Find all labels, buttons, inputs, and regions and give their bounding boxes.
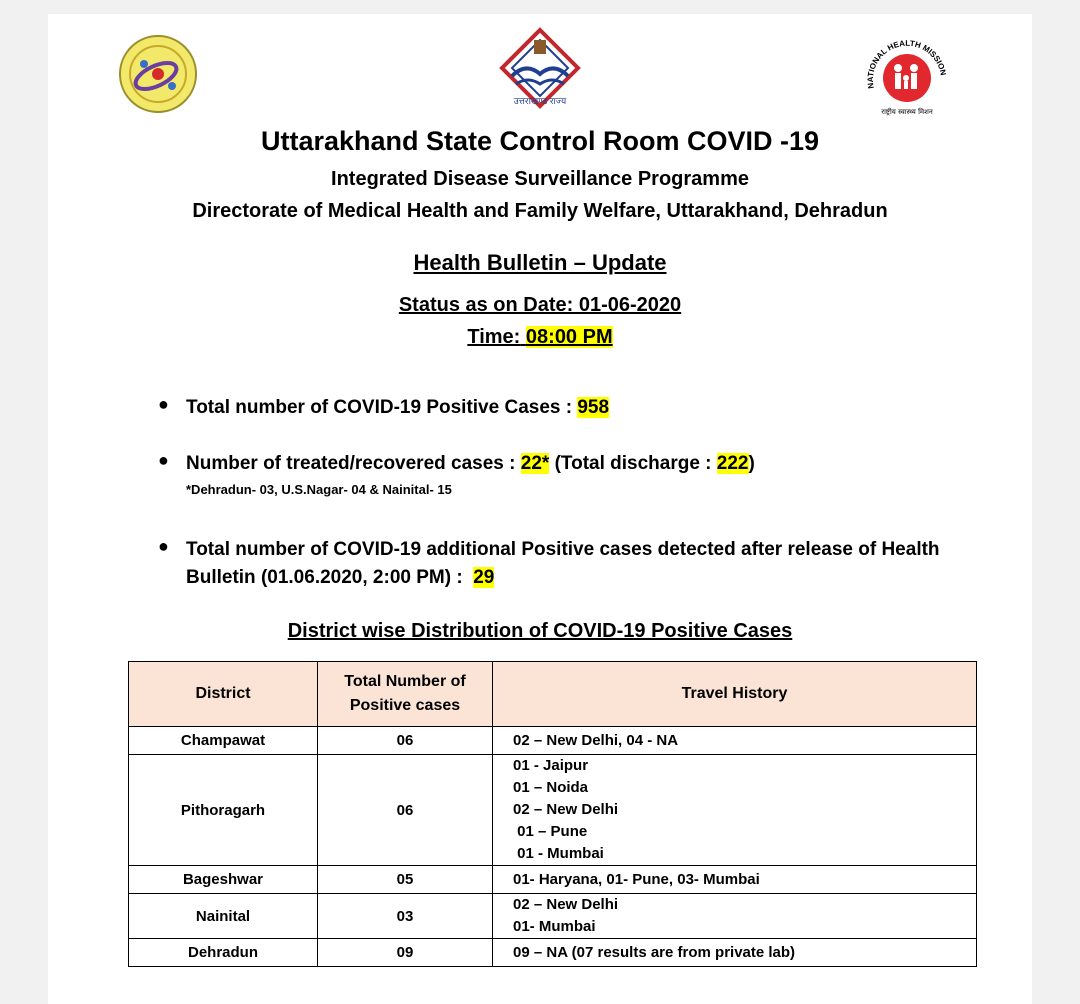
- discharge-close: ): [748, 453, 755, 474]
- bullet-icon: ●: [158, 536, 169, 556]
- recovered-footnote: *Dehradun- 03, U.S.Nagar- 04 & Nainital- 15: [186, 482, 452, 497]
- table-row: [129, 755, 977, 866]
- cell-travel: [493, 755, 977, 866]
- cell-district: Bageshwar: [129, 866, 318, 894]
- cell-travel: [493, 727, 977, 755]
- bullet-icon: ●: [158, 450, 169, 470]
- cell-travel: [493, 939, 977, 967]
- additional-label: Total number of COVID-19 additional Positive cases detected after release of Health Bulletin (01.06.2020, 2:00 PM) :: [186, 539, 940, 588]
- travel-line: 02 – New Delhi: [513, 801, 619, 818]
- status-date: Status as on Date: 01-06-2020: [398, 294, 682, 316]
- cell-total: 06: [318, 755, 493, 866]
- emblem-caption: उत्तराखण्ड राज्य: [513, 96, 567, 106]
- cell-district: Nainital: [129, 894, 318, 939]
- travel-line: 01 - Jaipur: [513, 757, 589, 774]
- travel-line: 01 – Noida: [513, 779, 589, 796]
- table-row: [129, 727, 977, 755]
- recovered-value: 22*: [520, 453, 550, 474]
- positive-cases-label: Total number of COVID-19 Positive Cases :: [186, 397, 573, 418]
- header-total: Total Number of Positive cases: [318, 662, 493, 727]
- travel-line: 02 – New Delhi, 04 - NA: [513, 731, 679, 749]
- travel-line: 01- Mumbai: [513, 918, 596, 935]
- idsp-logo-icon: [118, 34, 198, 114]
- bulletin-heading: Health Bulletin – Update: [413, 250, 667, 275]
- cell-district: Pithoragarh: [129, 755, 318, 866]
- cell-total: 03: [318, 894, 493, 939]
- cell-total: 09: [318, 939, 493, 967]
- bullet-icon: ●: [158, 394, 169, 414]
- additional-value: 29: [473, 567, 495, 588]
- recovered-label: Number of treated/recovered cases :: [186, 453, 516, 474]
- district-table: [128, 661, 977, 967]
- travel-line: 01 – Pune: [513, 823, 588, 840]
- positive-cases-value: 958: [577, 397, 610, 418]
- table-row: [129, 939, 977, 967]
- cell-total: 05: [318, 866, 493, 894]
- header-travel: Travel History: [493, 662, 977, 727]
- discharge-label: (Total discharge :: [554, 453, 712, 474]
- cell-total: 06: [318, 727, 493, 755]
- table-row: [129, 894, 977, 939]
- nhm-logo-icon: [862, 36, 952, 126]
- table-body: [129, 727, 977, 967]
- time-label: Time:: [467, 326, 521, 348]
- nhm-ring-text: NATIONAL HEALTH MISSION: [865, 38, 948, 90]
- discharge-value: 222: [716, 453, 749, 474]
- bulletin-time: [48, 326, 1032, 349]
- bulletin-page: [48, 14, 1032, 1004]
- page-title: Uttarakhand State Control Room COVID -19: [260, 126, 820, 156]
- directorate-name: Directorate of Medical Health and Family Welfare, Uttarakhand, Dehradun: [192, 200, 888, 222]
- cell-district: Dehradun: [129, 939, 318, 967]
- travel-line: 01- Haryana, 01- Pune, 03- Mumbai: [513, 870, 760, 888]
- cell-district: Champawat: [129, 727, 318, 755]
- table-title: District wise Distribution of COVID-19 Positive Cases: [287, 620, 793, 642]
- time-value: 08:00 PM: [525, 326, 613, 348]
- header-district: District: [129, 662, 318, 727]
- table-header-row: [129, 662, 977, 727]
- travel-line: 02 – New Delhi: [513, 896, 619, 913]
- cell-travel: [493, 866, 977, 894]
- cell-travel: [493, 894, 977, 939]
- programme-name: Integrated Disease Surveillance Programme: [331, 168, 749, 190]
- travel-line: 01 - Mumbai: [513, 845, 604, 862]
- travel-line: 09 – NA (07 results are from private lab): [513, 943, 796, 961]
- table-row: [129, 866, 977, 894]
- nhm-caption: राष्ट्रीय स्वास्थ्य मिशन: [881, 108, 933, 116]
